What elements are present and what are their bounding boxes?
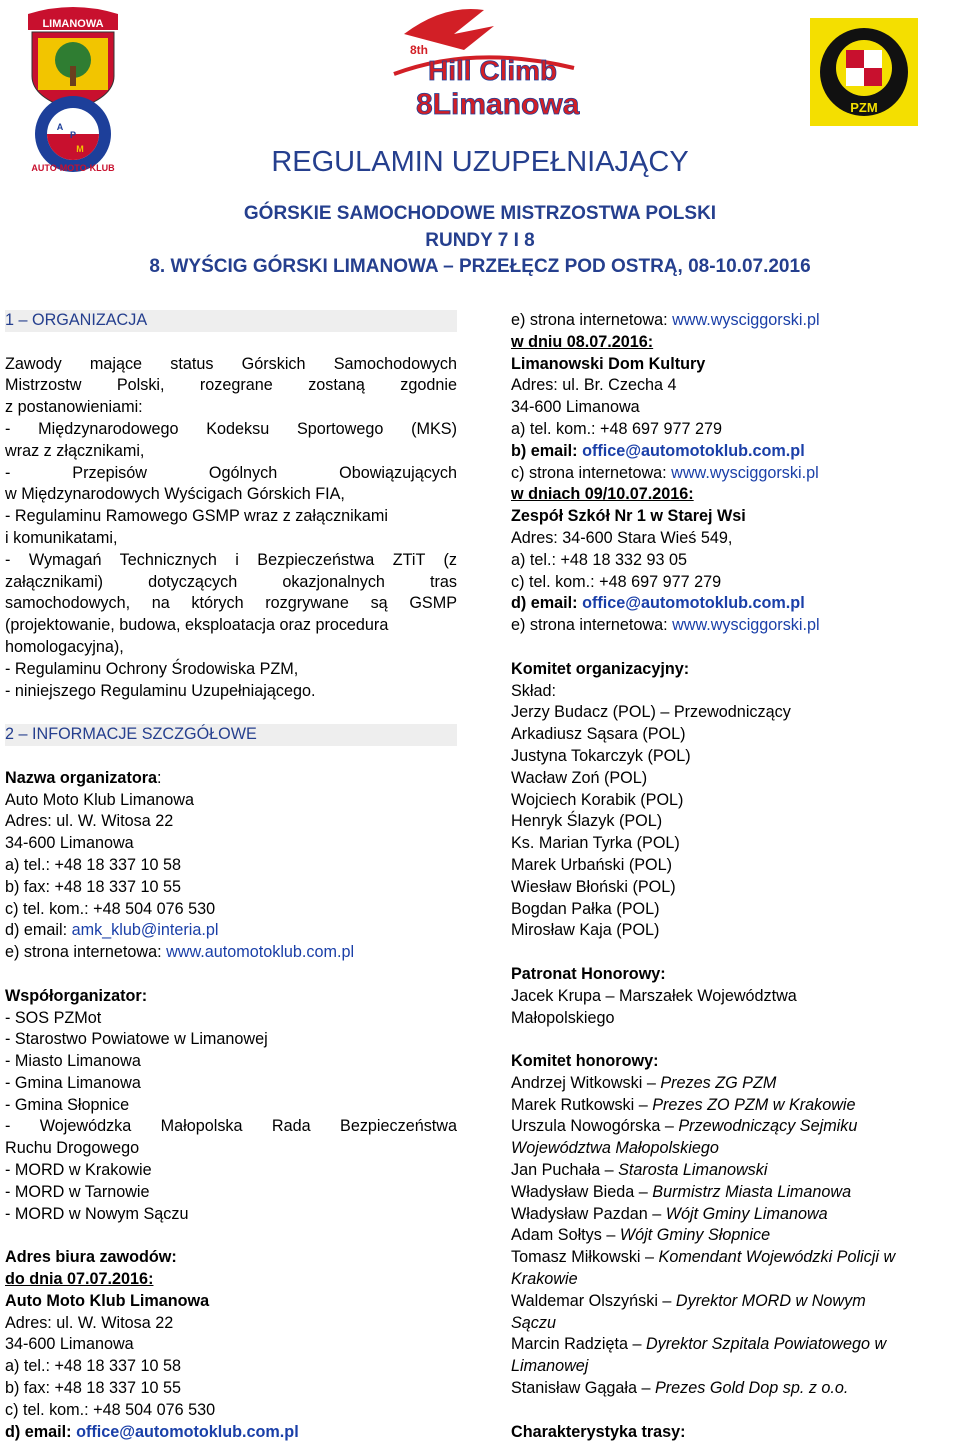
committee-member: Wojciech Korabik (POL) — [511, 790, 684, 809]
regulation-item: - Międzynarodowego Kodeksu Sportowego (MKS) — [5, 419, 457, 438]
hill-climb-limanowa-logo — [384, 4, 580, 124]
office-label: Adres biura zawodów: — [5, 1248, 177, 1267]
committee-member: Marek Urbański (POL) — [511, 855, 673, 874]
coorganizer-label: Współorganizator: — [5, 986, 148, 1005]
svg-text:LIMANOWA: LIMANOWA — [42, 18, 104, 30]
honor-member: Adam Sołtys – Wójt Gminy Słopnice — [511, 1226, 771, 1245]
day1-phone: a) tel. kom.: +48 697 977 279 — [511, 419, 723, 438]
committee-composition: Skład: — [511, 681, 556, 700]
office-mobile: c) tel. kom.: +48 504 076 530 — [5, 1400, 216, 1419]
regulation-item: wraz z złącznikami, — [5, 441, 145, 460]
subtitle-event: 8. WYŚCIG GÓRSKI LIMANOWA – PRZEŁĘCZ POD OSTRĄ, 08-10.07.2016 — [149, 256, 811, 277]
day1-place: Limanowski Dom Kultury — [511, 354, 706, 373]
organizer-phone: a) tel.: +48 18 337 10 58 — [5, 855, 181, 874]
office-email-link[interactable]: office@automotoklub.com.pl — [76, 1422, 299, 1441]
intro-text: Mistrzostw Polski, rozegrane zostaną zgodnie — [5, 376, 457, 395]
committee-member: Henryk Ślazyk (POL) — [511, 812, 663, 831]
coorganizer-item: - Gmina Limanowa — [5, 1073, 141, 1092]
honor-member: Urszula Nowogórska – Przewodniczący Sejmiku — [511, 1117, 858, 1136]
coorganizer-item: - MORD w Nowym Sączu — [5, 1204, 189, 1223]
coorganizer-item: - Miasto Limanowa — [5, 1052, 141, 1071]
coorganizer-item: - MORD w Tarnowie — [5, 1182, 150, 1201]
office-fax: b) fax: +48 18 337 10 55 — [5, 1379, 181, 1398]
svg-text:M: M — [76, 144, 84, 154]
honor-member: Krakowie — [511, 1270, 578, 1289]
svg-text:A: A — [56, 122, 64, 132]
honor-member: Władysław Bieda – Burmistrz Miasta Limanowa — [511, 1182, 852, 1201]
committee-label: Komitet organizacyjny: — [511, 659, 690, 678]
organizer-name: Auto Moto Klub Limanowa — [5, 790, 194, 809]
regulation-item: - Przepisów Ogólnych Obowiązujących — [5, 463, 457, 482]
organizer-mobile: c) tel. kom.: +48 504 076 530 — [5, 899, 216, 918]
day2-address: Adres: 34-600 Stara Wieś 549, — [511, 528, 733, 547]
coorganizer-item: - Starostwo Powiatowe w Limanowej — [5, 1030, 268, 1049]
svg-text:PZM: PZM — [850, 100, 878, 115]
organizer-email-link[interactable]: amk_klub@interia.pl — [71, 921, 219, 940]
day1-city: 34-600 Limanowa — [511, 398, 640, 417]
regulation-item: załącznikami) dotyczących okazjonalnych tras — [5, 572, 457, 591]
day2-place: Zespół Szkół Nr 1 w Starej Wsi — [511, 507, 746, 526]
honor-member: Marcin Radzięta – Dyrektor Szpitala Powiatowego w — [511, 1335, 887, 1354]
svg-text:AUTO·MOTO·KLUB: AUTO·MOTO·KLUB — [31, 163, 115, 173]
office-phone: a) tel.: +48 18 337 10 58 — [5, 1357, 181, 1376]
committee-member: Mirosław Kaja (POL) — [511, 921, 660, 940]
organizer-label: Nazwa organizatora — [5, 768, 158, 787]
patron-name: Małopolskiego — [511, 1008, 615, 1027]
section-heading-informacje: 2 – INFORMACJE SZCZGÓŁOWE — [5, 724, 457, 746]
honor-member: Marek Rutkowski – Prezes ZO PZM w Krakowie — [511, 1095, 856, 1114]
honor-member: Władysław Pazdan – Wójt Gminy Limanowa — [511, 1204, 828, 1223]
section-heading-organizacja: 1 – ORGANIZACJA — [5, 310, 457, 332]
organizer-fax: b) fax: +48 18 337 10 55 — [5, 877, 181, 896]
day2-date: w dniach 09/10.07.2016: — [511, 485, 694, 504]
organizer-address: Adres: ul. W. Witosa 22 — [5, 812, 174, 831]
day1-date: w dniu 08.07.2016: — [511, 332, 654, 351]
coorganizer-item: Ruchu Drogowego — [5, 1139, 140, 1158]
patron-label: Patronat Honorowy: — [511, 964, 666, 983]
honor-member: Stanisław Gągała – Prezes Gold Dop sp. z o.o. — [511, 1379, 849, 1398]
track-characteristics-label: Charakterystyka trasy: — [511, 1422, 686, 1441]
office-address: Adres: ul. W. Witosa 22 — [5, 1313, 174, 1332]
regulation-item: - Regulaminu Ramowego GSMP wraz z załącznikami — [5, 507, 388, 526]
day2-email-link[interactable]: office@automotoklub.com.pl — [582, 594, 805, 613]
committee-member: Jerzy Budacz (POL) – Przewodniczący — [511, 703, 791, 722]
document-title: REGULAMIN UZUPEŁNIAJĄCY — [271, 146, 689, 178]
intro-text: Zawody mające status Górskich Samochodowych — [5, 354, 457, 373]
coorganizer-item: - SOS PZMot — [5, 1008, 102, 1027]
subtitle-rounds: RUNDY 7 I 8 — [425, 230, 535, 251]
honor-member: Andrzej Witkowski – Prezes ZG PZM — [511, 1073, 777, 1092]
day2-phone: a) tel.: +48 18 332 93 05 — [511, 550, 687, 569]
svg-text:8Limanowa: 8Limanowa — [416, 88, 580, 121]
regulation-item: - Wymagań Technicznych i Bezpieczeństwa ZTiT (z — [5, 550, 457, 569]
coorganizer-item: - Wojewódzka Małopolska Rada Bezpieczeństwa — [5, 1117, 457, 1136]
svg-text:Hill Climb: Hill Climb — [428, 55, 558, 86]
committee-member: Bogdan Pałka (POL) — [511, 899, 660, 918]
left-column: 1 – ORGANIZACJA Zawody mające status Górskich Samochodowych Mistrzostw Polski, rozegrane zostaną zgodnie z postanowieniami: - Międzynarodowego Kodeksu Sportowego (MKS) wraz z złącznikami, - Przepisów Ogólnych Obowiązujących w Międzynarodowych Wyścigach Górskich FIA, - Regulaminu Ramowego GSMP wraz z załącznikami i komunikatami, - Wymagań Technicznych i Bezpieczeństwa ZTiT (z załącznikami) dotyczących okazjonalnych tras samochodowych, na których rozgrywane są GSMP (projektowanie, budowa, eksploatacja oraz procedura homologacyjna), - Regulaminu Ochrony Środowiska PZM, - niniejszego Regulaminu Uzupełniającego. 2 – INFORMACJE SZCZGÓŁOWE Nazwa organizatora: Auto Moto Klub Limanowa Adres: ul. W. Witosa 22 34-600 Limanowa a) tel.: +48 18 337 10 58 b) fax: +48 18 337 10 55 c) tel. kom.: +48 504 076 530 d) email: amk_klub@interia.pl e) strona internetowa: www.automotoklub.com.pl Współorganizator: - SOS PZMot - Starostwo Powiatowe w Limanowej - Miasto Limanowa - Gmina Limanowa - Gmina Słopnice - Wojewódzka Małopolska Rada Bezpieczeństwa Ruchu Drogowego - MORD w Krakowie - MORD w Tarnowie - MORD w Nowym Sączu Adres biura zawodów: do dnia 07.07.2016: Auto Moto Klub Limanowa Adres: ul. W. Witosa 22 34-600 Limanowa a) tel.: +48 18 337 10 58 b) fax: +48 18 337 10 55 c) tel. kom.: +48 504 076 530 d) email: office@automotoklub.com.pl — [5, 311, 457, 1441]
intro-text: z postanowieniami: — [5, 398, 143, 417]
office-city: 34-600 Limanowa — [5, 1335, 134, 1354]
day2-mobile: c) tel. kom.: +48 697 977 279 — [511, 572, 722, 591]
organizer-website-link[interactable]: www.automotoklub.com.pl — [166, 943, 355, 962]
honor-member: Tomasz Miłkowski – Komendant Wojewódzki Policji w — [511, 1248, 896, 1267]
pzm-logo — [810, 18, 918, 126]
regulation-item: homologacyjna), — [5, 637, 124, 656]
office-name: Auto Moto Klub Limanowa — [5, 1291, 210, 1310]
subtitle-championship: GÓRSKIE SAMOCHODOWE MISTRZOSTWA POLSKI — [243, 203, 717, 224]
svg-text:8th: 8th — [410, 43, 428, 57]
committee-member: Ks. Marian Tyrka (POL) — [511, 834, 680, 853]
regulation-item: (projektowanie, budowa, eksploatacja oraz procedura — [5, 616, 389, 635]
honor-member: Limanowej — [511, 1357, 589, 1376]
honor-member: Województwa Małopolskiego — [511, 1139, 719, 1158]
day1-address: Adres: ul. Br. Czecha 4 — [511, 376, 677, 395]
honor-member: Jan Puchała – Starosta Limanowski — [511, 1161, 768, 1180]
organizer-city: 34-600 Limanowa — [5, 834, 134, 853]
committee-member: Justyna Tokarczyk (POL) — [511, 746, 691, 765]
regulation-item: - Regulaminu Ochrony Środowiska PZM, — [5, 659, 299, 678]
right-column: e) strona internetowa: www.wysciggorski.pl w dniu 08.07.2016: Limanowski Dom Kultury Adres: ul. Br. Czecha 4 34-600 Limanowa a) tel. kom.: +48 697 977 279 b) email: office@automotoklub.com.pl c) strona internetowa: www.wysciggorski.pl w dniach 09/10.07.2016: Zespół Szkół Nr 1 w Starej Wsi Adres: 34-600 Stara Wieś 549, a) tel.: +48 18 332 93 05 c) tel. kom.: +48 697 977 279 d) email: office@automotoklub.com.pl e) strona internetowa: www.wysciggorski.pl Komitet organizacyjny: Skład: Jerzy Budacz (POL) – Przewodniczący Arkadiusz Sąsara (POL) Justyna Tokarczyk (POL) Wacław Zoń (POL) Wojciech Korabik (POL) Henryk Ślazyk (POL) Ks. Marian Tyrka (POL) Marek Urbański (POL) Wiesław Błoński (POL) Bogdan Pałka (POL) Mirosław Kaja (POL) Patronat Honorowy: Jacek Krupa – Marszałek Województwa Małopolskiego Komitet honorowy: Andrzej Witkowski – Prezes ZG PZM Marek Rutkowski – Prezes ZO PZM w Krakowie Urszula Nowogórska – Przewodniczący Sejmiku Województwa Małopolskiego Jan Puchała – Starosta Limanowski Władysław Bieda – Burmistrz Miasta Limanowa Władysław Pazdan – Wójt Gminy Limanowa Adam Sołtys – Wójt Gminy Słopnice Tomasz Miłkowski – Komendant Wojewódzki Policji w Krakowie Waldemar Olszyński – Dyrektor MORD w Nowym Sączu Marcin Radzięta – Dyrektor Szpitala Powiatowego w Limanowej Stanisław Gągała – Prezes Gold Dop sp. z o.o. Charakterystyka trasy: — [511, 310, 960, 1443]
regulation-item: samochodowych, na których rozgrywane są GSMP — [5, 594, 457, 613]
committee-member: Wacław Zoń (POL) — [511, 768, 648, 787]
website-link[interactable]: www.wysciggorski.pl — [672, 311, 820, 329]
honor-committee-label: Komitet honorowy: — [511, 1052, 659, 1071]
honor-member: Sączu — [511, 1313, 556, 1332]
regulation-item: i komunikatami, — [5, 528, 118, 547]
regulation-item: - niniejszego Regulaminu Uzupełniającego. — [5, 681, 316, 700]
office-until-date: do dnia 07.07.2016: — [5, 1270, 154, 1289]
day1-email-link[interactable]: office@automotoklub.com.pl — [582, 441, 805, 460]
committee-member: Arkadiusz Sąsara (POL) — [511, 725, 686, 744]
coorganizer-item: - MORD w Krakowie — [5, 1161, 152, 1180]
day2-website-link[interactable]: www.wysciggorski.pl — [672, 616, 820, 635]
day1-website-link[interactable]: www.wysciggorski.pl — [671, 463, 819, 482]
coorganizer-item: - Gmina Słopnice — [5, 1095, 130, 1114]
honor-member: Waldemar Olszyński – Dyrektor MORD w Nowym — [511, 1291, 866, 1310]
svg-text:P: P — [69, 130, 77, 140]
regulation-item: w Międzynarodowych Wyścigach Górskich FIA, — [5, 485, 345, 504]
patron-name: Jacek Krupa – Marszałek Województwa — [511, 986, 797, 1005]
committee-member: Wiesław Błoński (POL) — [511, 877, 676, 896]
